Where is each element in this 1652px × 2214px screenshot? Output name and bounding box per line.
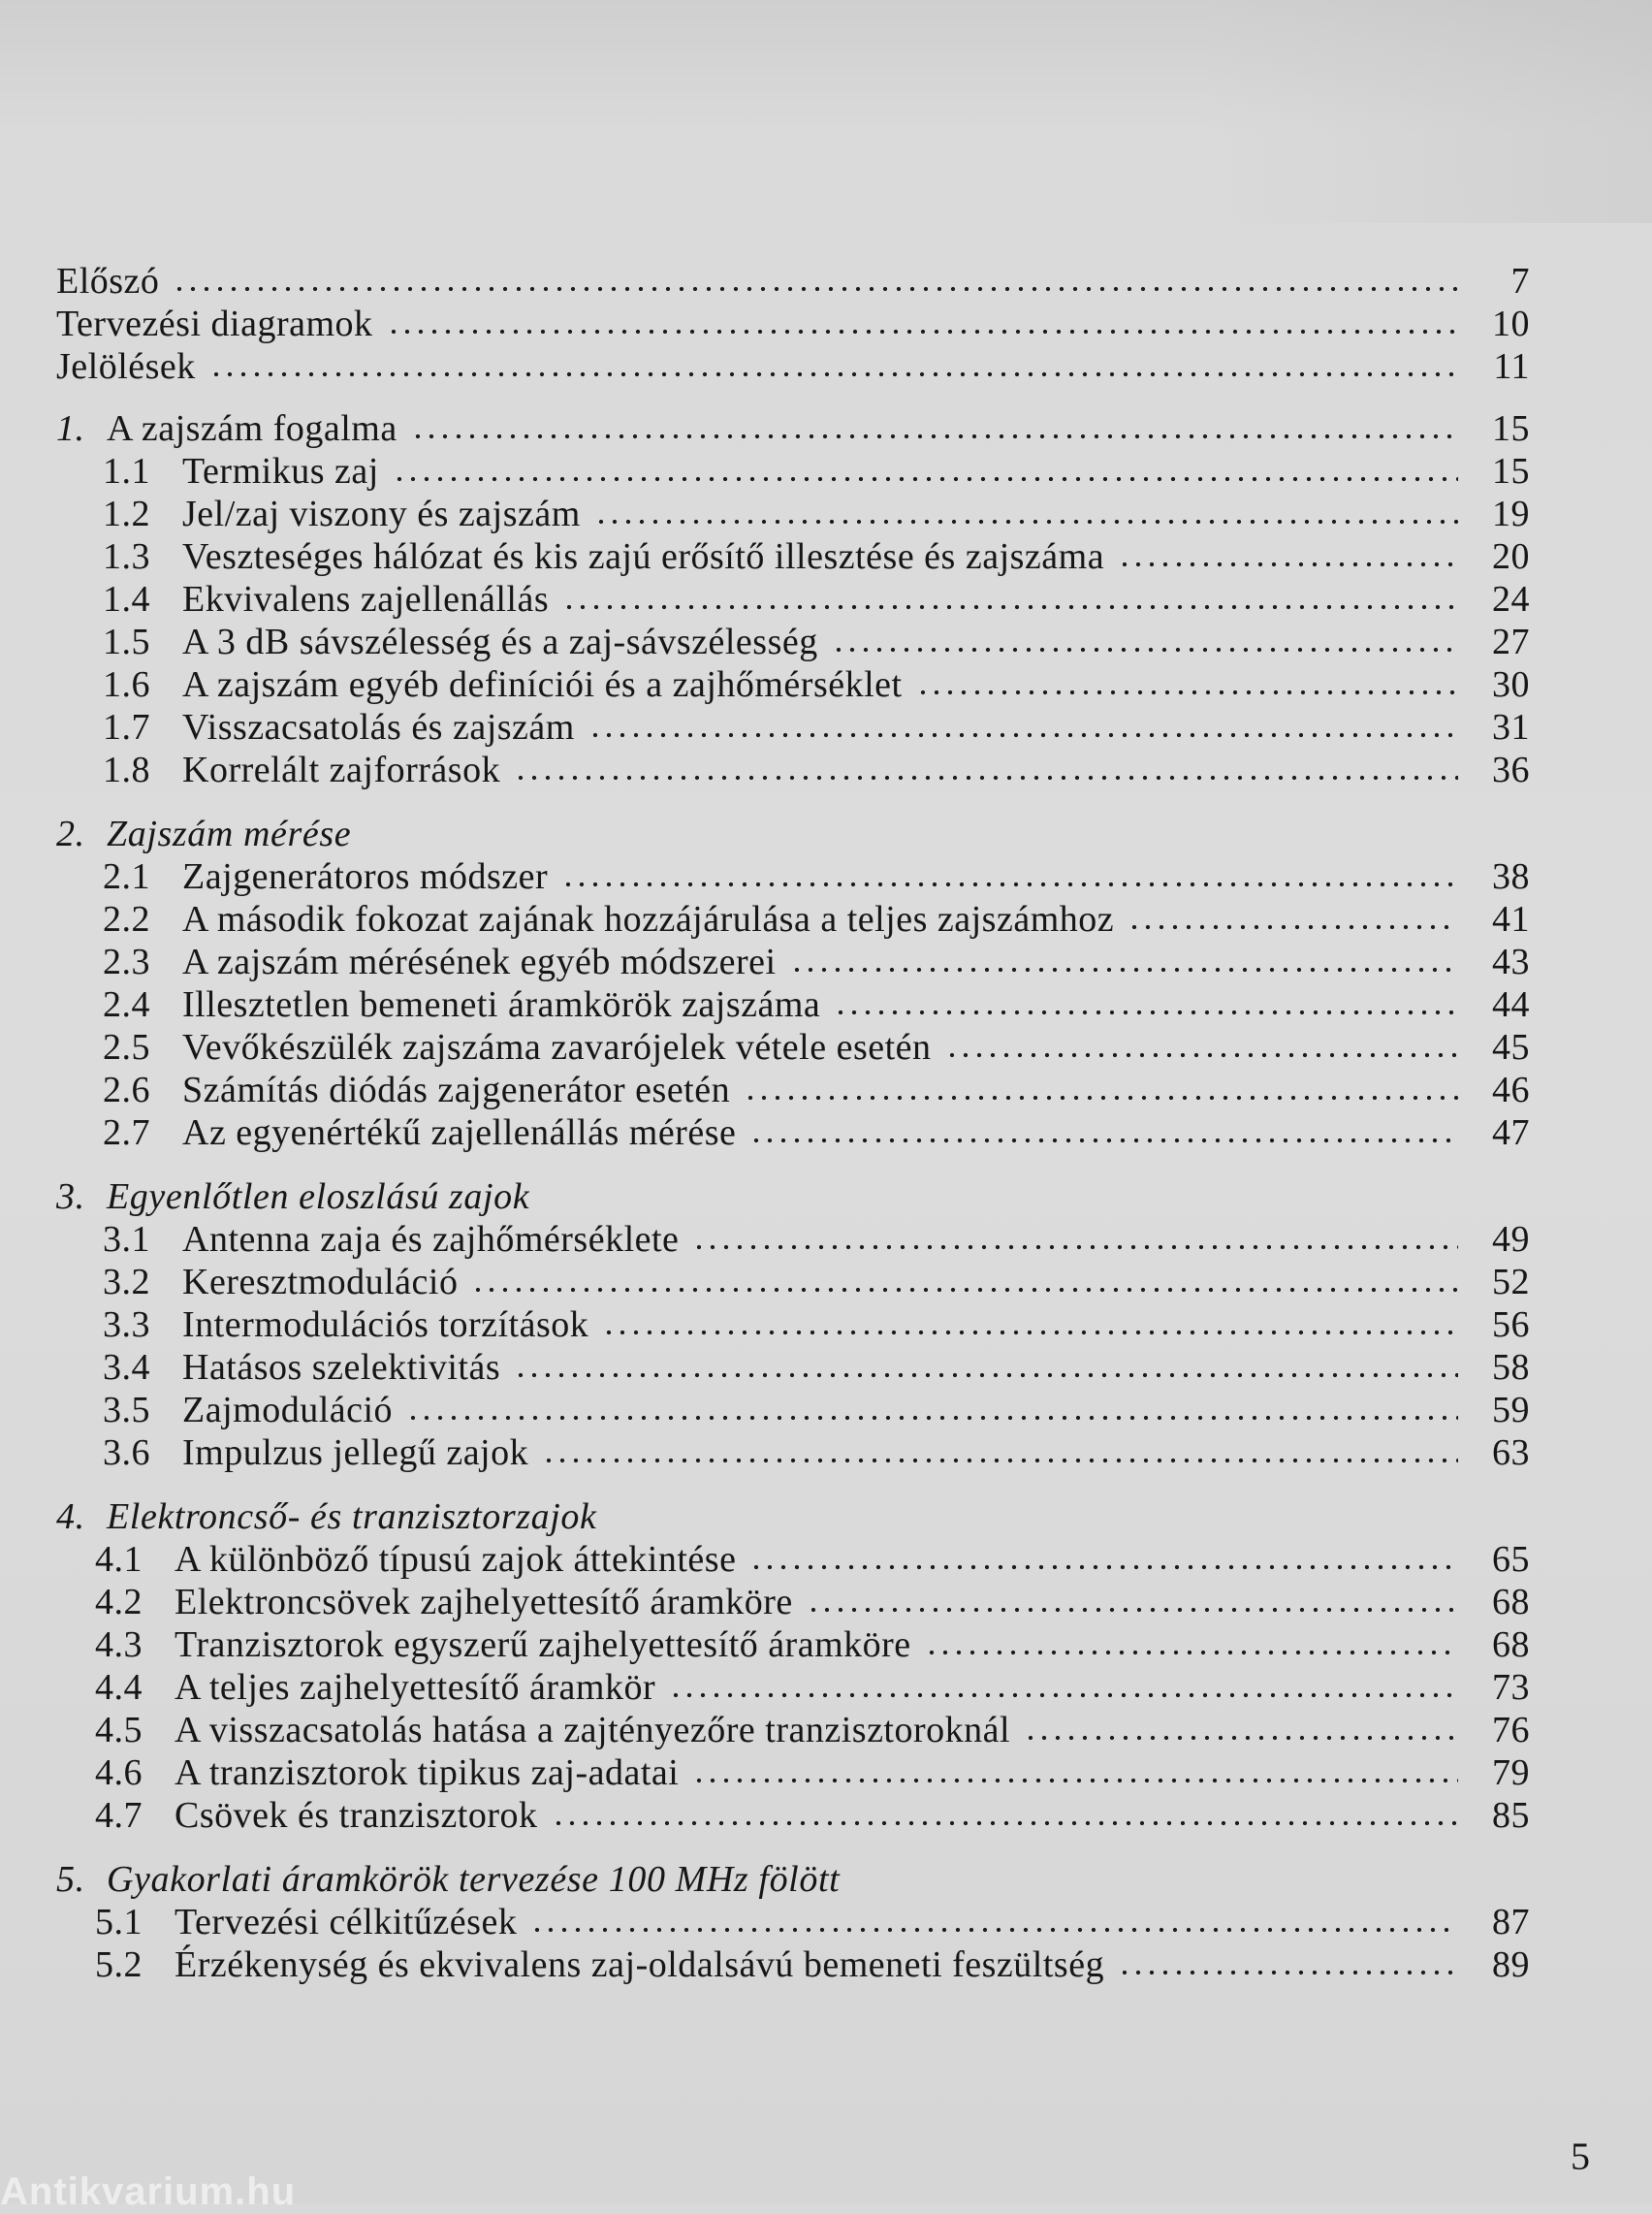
toc-section xyxy=(56,1666,1530,1709)
toc-entry-title: Jelölések xyxy=(56,346,196,387)
section-page: 73 xyxy=(1492,1667,1530,1708)
toc-entry-elszo xyxy=(56,260,1530,303)
chapter-number: 4. xyxy=(56,1496,85,1537)
bleed-through-shadow xyxy=(1202,0,1652,223)
chapter-title: Gyakorlati áramkörök tervezése 100 MHz fölött xyxy=(107,1859,841,1900)
toc-section xyxy=(56,749,1530,791)
section-page: 68 xyxy=(1492,1624,1530,1665)
section-page: 85 xyxy=(1492,1795,1530,1836)
dot-leader xyxy=(173,284,1458,294)
section-number: 1.6 xyxy=(103,664,150,705)
toc-entry-tervezesi-diagramok xyxy=(56,303,1530,345)
section-title: Ekvivalens zajellenállás xyxy=(182,579,550,620)
toc-section xyxy=(56,1026,1530,1069)
section-page: 89 xyxy=(1492,1944,1530,1985)
dot-leader xyxy=(744,1093,1458,1103)
section-number: 3.6 xyxy=(103,1432,150,1473)
toc-section xyxy=(56,1538,1530,1581)
section-title: Hatásos szelektivitás xyxy=(182,1347,501,1388)
section-title: Számítás diódás zajgenerátor esetén xyxy=(182,1070,731,1110)
section-title: Csövek és tranzisztorok xyxy=(175,1795,538,1836)
section-page: 36 xyxy=(1492,750,1530,790)
toc-section xyxy=(56,898,1530,941)
toc-section xyxy=(56,1709,1530,1751)
dot-leader xyxy=(1118,1968,1458,1977)
section-title: Keresztmoduláció xyxy=(182,1262,459,1302)
section-page: 52 xyxy=(1492,1262,1530,1302)
table-of-contents xyxy=(56,260,1530,1986)
section-page: 76 xyxy=(1492,1710,1530,1750)
dot-leader xyxy=(588,730,1458,740)
dot-leader xyxy=(411,432,1458,441)
section-page: 38 xyxy=(1492,856,1530,897)
section-title: A második fokozat zajának hozzájárulása a teljes zajszámhoz xyxy=(182,899,1115,940)
toc-section xyxy=(56,855,1530,898)
toc-section xyxy=(56,1431,1530,1474)
section-title: A teljes zajhelyettesítő áramkör xyxy=(175,1667,656,1708)
chapter-title: Egyenlőtlen eloszlású zajok xyxy=(107,1176,530,1217)
section-title: Elektroncsövek zajhelyettesítő áramköre xyxy=(175,1582,793,1622)
section-title: A 3 dB sávszélesség és a zaj-sávszélesség xyxy=(182,622,818,662)
toc-section xyxy=(56,663,1530,706)
dot-leader xyxy=(387,327,1458,337)
section-page: 15 xyxy=(1492,451,1530,492)
section-page: 56 xyxy=(1492,1304,1530,1345)
section-page: 30 xyxy=(1492,664,1530,705)
section-title: A különböző típusú zajok áttekintése xyxy=(175,1539,737,1580)
dot-leader xyxy=(790,965,1458,975)
section-number: 1.8 xyxy=(103,750,150,790)
chapter-title: Zajszám mérése xyxy=(107,814,352,854)
section-title: Jel/zaj viszony és zajszám xyxy=(182,494,581,534)
toc-section xyxy=(56,578,1530,621)
section-title: Illesztetlen bemeneti áramkörök zajszáma xyxy=(182,984,821,1025)
section-page: 58 xyxy=(1492,1347,1530,1388)
toc-section xyxy=(56,1751,1530,1794)
section-title: Zajmoduláció xyxy=(182,1390,394,1430)
chapter-heading-2 xyxy=(56,813,1530,855)
section-number: 4.6 xyxy=(95,1752,143,1793)
chapter-heading-4 xyxy=(56,1495,1530,1538)
toc-section xyxy=(56,1943,1530,1986)
section-page: 65 xyxy=(1492,1539,1530,1580)
dot-leader xyxy=(594,517,1458,527)
dot-leader xyxy=(1024,1733,1458,1743)
toc-section xyxy=(56,1794,1530,1837)
toc-section xyxy=(56,1303,1530,1346)
toc-section xyxy=(56,621,1530,663)
dot-leader xyxy=(807,1605,1458,1615)
section-title: A zajszám mérésének egyéb módszerei xyxy=(182,942,777,982)
section-number: 4.7 xyxy=(95,1795,143,1836)
section-page: 31 xyxy=(1492,707,1530,748)
section-number: 3.4 xyxy=(103,1347,150,1388)
toc-section xyxy=(56,535,1530,578)
section-number: 2.1 xyxy=(103,856,150,897)
toc-section xyxy=(56,1389,1530,1431)
section-number: 1.2 xyxy=(103,494,150,534)
section-number: 2.4 xyxy=(103,984,150,1025)
section-page: 47 xyxy=(1492,1112,1530,1153)
section-number: 2.3 xyxy=(103,942,150,982)
section-number: 1.5 xyxy=(103,622,150,662)
section-number: 1.4 xyxy=(103,579,150,620)
section-number: 2.5 xyxy=(103,1027,150,1068)
section-title: Érzékenység és ekvivalens zaj-oldalsávú bemeneti feszültség xyxy=(175,1944,1105,1985)
dot-leader xyxy=(514,773,1458,783)
toc-section xyxy=(56,1111,1530,1154)
section-number: 3.3 xyxy=(103,1304,150,1345)
dot-leader xyxy=(692,1776,1458,1785)
section-number: 2.7 xyxy=(103,1112,150,1153)
chapter-heading-3 xyxy=(56,1175,1530,1218)
section-page: 49 xyxy=(1492,1219,1530,1260)
chapter-heading-1 xyxy=(56,407,1530,450)
section-number: 4.4 xyxy=(95,1667,143,1708)
toc-entry-page: 7 xyxy=(1510,261,1530,302)
toc-entry-page: 11 xyxy=(1493,346,1530,387)
section-title: A tranzisztorok tipikus zaj-adatai xyxy=(175,1752,680,1793)
section-number: 1.3 xyxy=(103,536,150,577)
section-page: 87 xyxy=(1492,1902,1530,1942)
section-number: 4.1 xyxy=(95,1539,143,1580)
chapter-title: Elektroncső- és tranzisztorzajok xyxy=(107,1496,597,1537)
section-title: Az egyenértékű zajellenállás mérése xyxy=(182,1112,737,1153)
toc-entry-jelolesek xyxy=(56,345,1530,388)
section-page: 19 xyxy=(1492,494,1530,534)
section-number: 1.1 xyxy=(103,451,150,492)
watermark-text: Antikvarium.hu xyxy=(0,2170,297,2213)
toc-section xyxy=(56,1623,1530,1666)
dot-leader xyxy=(552,1818,1458,1828)
toc-entry-title: Előszó xyxy=(56,261,160,302)
section-page: 44 xyxy=(1492,984,1530,1025)
chapter-page: 15 xyxy=(1492,408,1530,449)
section-title: Korrelált zajforrások xyxy=(182,750,501,790)
section-page: 68 xyxy=(1492,1582,1530,1622)
dot-leader xyxy=(832,645,1458,655)
toc-section xyxy=(56,1346,1530,1389)
dot-leader xyxy=(561,880,1458,889)
toc-section xyxy=(56,1581,1530,1623)
dot-leader xyxy=(834,1008,1458,1017)
dot-leader xyxy=(542,1456,1458,1465)
chapter-number: 5. xyxy=(56,1859,85,1900)
section-title: A visszacsatolás hatása a zajtényezőre tranzisztoroknál xyxy=(175,1710,1011,1750)
toc-section xyxy=(56,450,1530,493)
section-title: Veszteséges hálózat és kis zajú erősítő illesztése és zajszáma xyxy=(182,536,1105,577)
section-page: 45 xyxy=(1492,1027,1530,1068)
dot-leader xyxy=(945,1050,1458,1060)
section-number: 2.2 xyxy=(103,899,150,940)
section-title: A zajszám egyéb definíciói és a zajhőmérséklet xyxy=(182,664,903,705)
section-number: 3.5 xyxy=(103,1390,150,1430)
section-number: 3.1 xyxy=(103,1219,150,1260)
section-number: 5.2 xyxy=(95,1944,143,1985)
dot-leader xyxy=(562,602,1458,612)
dot-leader xyxy=(602,1328,1458,1337)
section-title: Tervezési célkitűzések xyxy=(175,1902,518,1942)
section-number: 3.2 xyxy=(103,1262,150,1302)
section-number: 4.5 xyxy=(95,1710,143,1750)
toc-section xyxy=(56,941,1530,983)
section-title: Vevőkészülék zajszáma zavarójelek vétele esetén xyxy=(182,1027,932,1068)
toc-section xyxy=(56,1901,1530,1943)
dot-leader xyxy=(749,1136,1458,1145)
section-page: 59 xyxy=(1492,1390,1530,1430)
section-page: 63 xyxy=(1492,1432,1530,1473)
toc-section xyxy=(56,1069,1530,1111)
dot-leader xyxy=(1118,560,1458,569)
section-number: 4.3 xyxy=(95,1624,143,1665)
section-number: 2.6 xyxy=(103,1070,150,1110)
section-number: 4.2 xyxy=(95,1582,143,1622)
toc-entry-title: Tervezési diagramok xyxy=(56,304,373,344)
dot-leader xyxy=(749,1562,1458,1572)
section-number: 5.1 xyxy=(95,1902,143,1942)
chapter-number: 2. xyxy=(56,814,85,854)
dot-leader xyxy=(406,1413,1458,1423)
toc-section xyxy=(56,706,1530,749)
section-number: 1.7 xyxy=(103,707,150,748)
chapter-title: A zajszám fogalma xyxy=(107,408,397,449)
section-page: 79 xyxy=(1492,1752,1530,1793)
toc-section xyxy=(56,983,1530,1026)
dot-leader xyxy=(669,1690,1458,1700)
section-page: 20 xyxy=(1492,536,1530,577)
section-title: Zajgenerátoros módszer xyxy=(182,856,549,897)
chapter-number: 3. xyxy=(56,1176,85,1217)
dot-leader xyxy=(514,1370,1458,1380)
section-title: Antenna zaja és zajhőmérséklete xyxy=(182,1219,680,1260)
section-page: 46 xyxy=(1492,1070,1530,1110)
section-page: 43 xyxy=(1492,942,1530,982)
dot-leader xyxy=(209,369,1458,379)
dot-leader xyxy=(692,1242,1458,1252)
section-page: 41 xyxy=(1492,899,1530,940)
toc-section xyxy=(56,1261,1530,1303)
section-title: Termikus zaj xyxy=(182,451,379,492)
dot-leader xyxy=(471,1285,1458,1295)
page-number: 5 xyxy=(1571,2134,1590,2178)
toc-section xyxy=(56,1218,1530,1261)
chapter-heading-5 xyxy=(56,1858,1530,1901)
dot-leader xyxy=(916,688,1458,697)
toc-section xyxy=(56,493,1530,535)
section-title: Impulzus jellegű zajok xyxy=(182,1432,529,1473)
section-page: 24 xyxy=(1492,579,1530,620)
dot-leader xyxy=(1128,922,1458,932)
dot-leader xyxy=(393,474,1458,484)
section-title: Intermodulációs torzítások xyxy=(182,1304,589,1345)
toc-entry-page: 10 xyxy=(1492,304,1530,344)
chapter-number: 1. xyxy=(56,408,85,449)
dot-leader xyxy=(925,1648,1458,1657)
section-title: Visszacsatolás és zajszám xyxy=(182,707,575,748)
dot-leader xyxy=(530,1925,1458,1935)
section-page: 27 xyxy=(1492,622,1530,662)
section-title: Tranzisztorok egyszerű zajhelyettesítő áramköre xyxy=(175,1624,911,1665)
